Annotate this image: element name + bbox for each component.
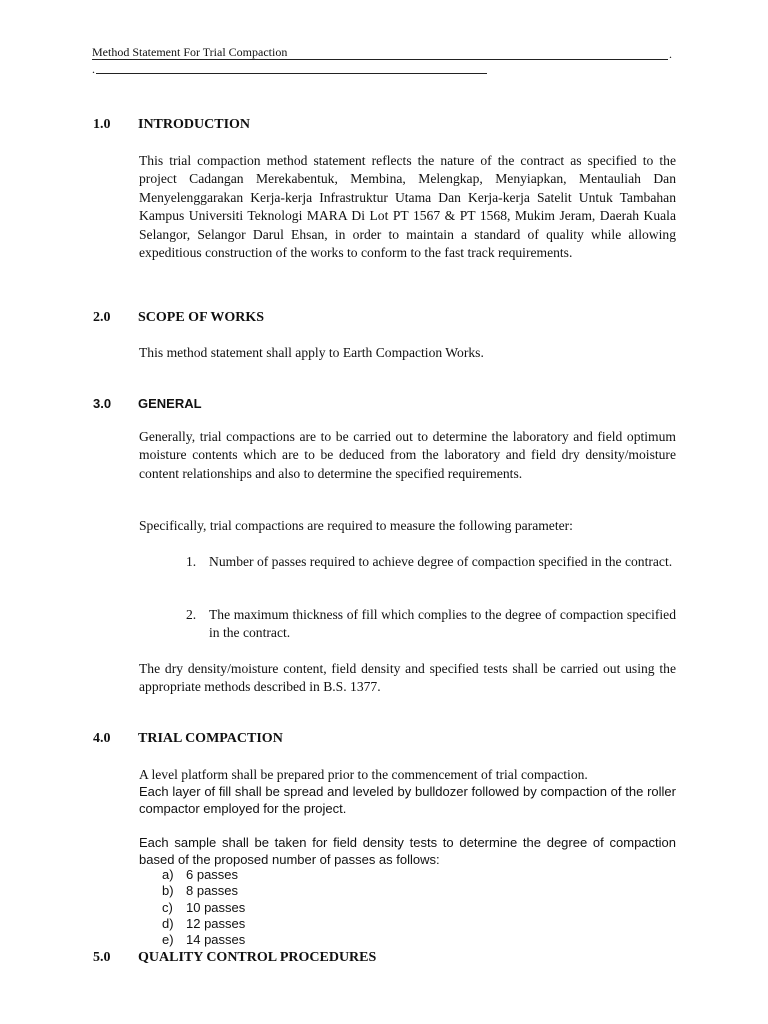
general-paragraph-2: Specifically, trial compactions are required to measure the following parameter: bbox=[139, 518, 573, 533]
passes-text: 6 passes bbox=[186, 867, 239, 882]
section-number: 5.0 bbox=[93, 950, 111, 965]
passes-marker: b) bbox=[162, 883, 174, 898]
list-item-text: The maximum thickness of fill which complies to the degree of compaction specified in the contract. bbox=[209, 607, 676, 641]
section-title: INTRODUCTION bbox=[138, 117, 251, 132]
passes-item bbox=[162, 916, 245, 932]
passes-item bbox=[162, 900, 245, 916]
section-title: TRIAL COMPACTION bbox=[138, 731, 283, 746]
passes-item bbox=[162, 883, 238, 899]
scope-paragraph: This method statement shall apply to Earth Compaction Works. bbox=[139, 345, 484, 360]
trial-paragraph-2: Each sample shall be taken for field density tests to determine the degree of compaction based of the proposed number of passes as follows: bbox=[139, 835, 676, 867]
passes-marker: c) bbox=[162, 900, 173, 915]
list-marker: 2. bbox=[186, 607, 197, 622]
section-number: 4.0 bbox=[93, 731, 111, 746]
section-title: QUALITY CONTROL PROCEDURES bbox=[138, 950, 377, 965]
header-rule bbox=[92, 59, 668, 60]
list-item bbox=[186, 553, 676, 571]
passes-marker: a) bbox=[162, 867, 174, 882]
passes-text: 14 passes bbox=[186, 932, 246, 947]
trial-paragraph-1-line-1: A level platform shall be prepared prior to the commencement of trial compaction. bbox=[139, 767, 588, 782]
passes-item bbox=[162, 867, 238, 883]
section-title: GENERAL bbox=[138, 396, 202, 411]
header-rule bbox=[96, 73, 487, 74]
section-number: 3.0 bbox=[93, 396, 112, 411]
general-paragraph-3: The dry density/moisture content, field density and specified tests shall be carried out using the appropriate methods described in B.S. 1377. bbox=[139, 661, 676, 695]
passes-text: 8 passes bbox=[186, 883, 239, 898]
header-dot: . bbox=[92, 62, 95, 76]
passes-marker: d) bbox=[162, 916, 174, 931]
passes-text: 12 passes bbox=[186, 916, 246, 931]
general-paragraph-1: Generally, trial compactions are to be carried out to determine the laboratory and field optimum moisture contents which are to be deduced from the laboratory and field dry density/moisture content relationships and also to determine the specified requirements. bbox=[139, 429, 676, 481]
section-title: SCOPE OF WORKS bbox=[138, 310, 265, 325]
passes-marker: e) bbox=[162, 932, 174, 947]
list-marker: 1. bbox=[186, 554, 197, 569]
running-header-title: Method Statement For Trial Compaction bbox=[92, 45, 288, 59]
section-number: 2.0 bbox=[93, 310, 111, 325]
header-dot: . bbox=[669, 47, 672, 61]
passes-text: 10 passes bbox=[186, 900, 246, 915]
introduction-paragraph: This trial compaction method statement reflects the nature of the contract as specified to the project Cadangan Merekabentuk, Membina, Melengkap, Menyiapkan, Mentauliah Dan Menyelenggarakan Kerja-kerja Infrastruktur Utama Dan Kerja-kerja Satelit Untuk Tambahan Kampus Universiti Teknologi MARA Di Lot PT 1567 & PT 1568, Mukim Jeram, Daerah Kuala Selangor, Selangor Darul Ehsan, in order to maintain a standard of quality while allowing expeditious construction of the works to conform to the fast track requirements. bbox=[139, 153, 676, 261]
section-number: 1.0 bbox=[93, 117, 111, 132]
passes-item bbox=[162, 932, 245, 948]
trial-paragraph-1: Each layer of fill shall be spread and leveled by bulldozer followed by compaction of the roller compactor employed for the project. bbox=[139, 784, 676, 816]
list-item-text: Number of passes required to achieve degree of compaction specified in the contract. bbox=[209, 554, 673, 569]
list-item bbox=[186, 606, 676, 643]
